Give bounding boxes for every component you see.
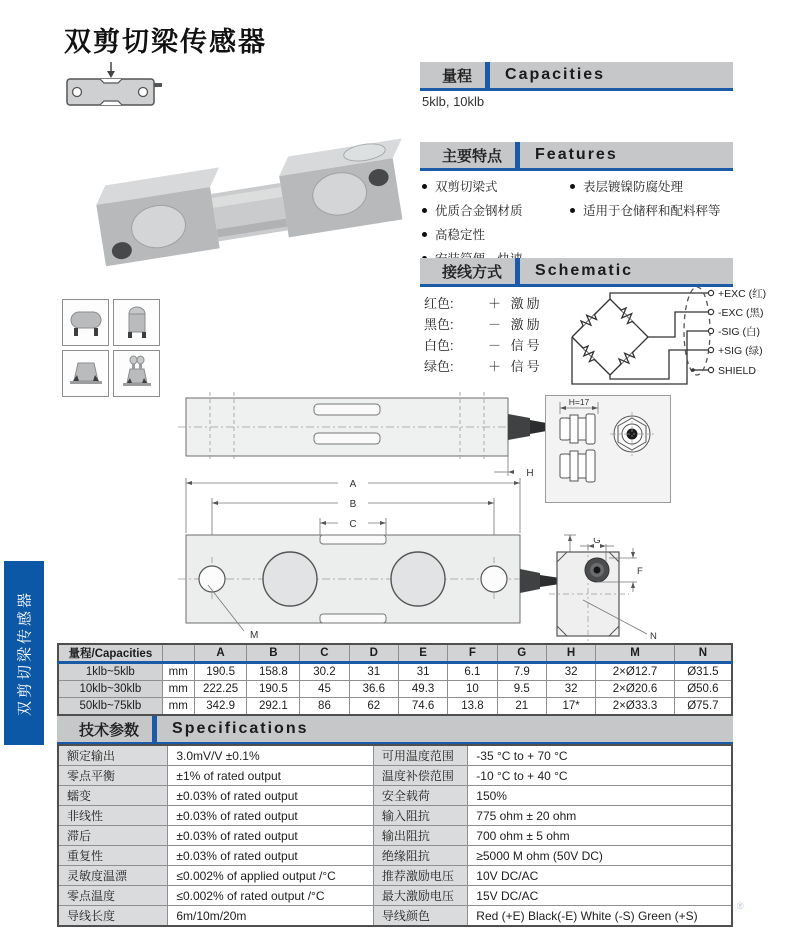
- wire-color: 黑色:: [424, 317, 454, 332]
- spec-label: 灵敏度温漂: [58, 866, 168, 886]
- spec-value: ≤0.002% of rated output /°C: [168, 886, 374, 906]
- spec-value: ±1% of rated output: [168, 766, 374, 786]
- dims-header-row: [58, 644, 732, 663]
- features-right-column: [570, 174, 721, 270]
- dims-header-letter: H: [546, 644, 595, 663]
- specs-zh-label: 技术参数: [79, 721, 140, 739]
- app-thumb-horizontal-tank: [62, 299, 109, 346]
- spec-label: 导线长度: [58, 906, 168, 927]
- feature-item: [422, 222, 562, 246]
- app-thumb-hopper: [62, 350, 109, 397]
- dims-value: 342.9: [194, 698, 247, 716]
- wire-row: [424, 334, 543, 355]
- wheatstone-bridge-diagram: [535, 283, 790, 398]
- wire-row: [424, 355, 543, 376]
- spec-row: [58, 846, 732, 866]
- feature-item: [422, 174, 562, 198]
- spec-label: 导线颜色: [373, 906, 467, 927]
- spec-label: 安全载荷: [373, 786, 467, 806]
- spec-label: 零点温度: [58, 886, 168, 906]
- feature-text: 高稳定性: [435, 228, 486, 242]
- spec-value: ≥5000 M ohm (50V DC): [468, 846, 732, 866]
- features-list: [422, 174, 734, 270]
- spec-label: 推荐激励电压: [373, 866, 467, 886]
- dims-value: 2×Ø20.6: [596, 681, 675, 698]
- feature-item: [570, 198, 721, 222]
- wire-row: [424, 292, 543, 313]
- bullet-icon: [570, 208, 575, 213]
- spec-value: 775 ohm ± 20 ohm: [468, 806, 732, 826]
- application-thumbnails: [62, 299, 162, 397]
- feature-item: [422, 198, 562, 222]
- dims-value: 9.5: [497, 681, 546, 698]
- spec-label: 输入阻抗: [373, 806, 467, 826]
- sidebar-category-label: 双剪切梁传感器: [16, 589, 34, 717]
- spec-label: 绝缘阻抗: [373, 846, 467, 866]
- dims-value: 190.5: [247, 681, 300, 698]
- dims-value: 2×Ø33.3: [596, 698, 675, 716]
- spec-label: 额定输出: [58, 745, 168, 766]
- dim-label-a: A: [349, 479, 357, 490]
- dims-row: [58, 681, 732, 698]
- feature-text: 优质合金钢材质: [435, 204, 523, 218]
- spec-value: 6m/10m/20m: [168, 906, 374, 927]
- spec-value: 10V DC/AC: [468, 866, 732, 886]
- dims-range: 1klb~5klb: [58, 663, 162, 681]
- spec-label: 重复性: [58, 846, 168, 866]
- spec-label: 可用温度范围: [373, 745, 467, 766]
- spec-row: [58, 906, 732, 927]
- dims-value: 31: [349, 663, 398, 681]
- spec-value: ≤0.002% of applied output /°C: [168, 866, 374, 886]
- dims-header-letter: C: [300, 644, 349, 663]
- dims-value: 49.3: [398, 681, 447, 698]
- spec-row: [58, 806, 732, 826]
- dims-value: 2×Ø12.7: [596, 663, 675, 681]
- feature-item: [570, 174, 721, 198]
- terminal-sig-plus: +SIG (绿): [718, 345, 763, 357]
- spec-value: 15V DC/AC: [468, 886, 732, 906]
- dims-header-letter: D: [349, 644, 398, 663]
- dims-range: 10klb~30klb: [58, 681, 162, 698]
- dims-header-capacities: 量程/Capacities: [58, 644, 162, 663]
- specs-en-label: Specifications: [172, 720, 309, 737]
- dims-value: 32: [546, 663, 595, 681]
- bullet-icon: [570, 184, 575, 189]
- wire-function: － 信号: [488, 338, 543, 353]
- spec-label: 蠕变: [58, 786, 168, 806]
- specifications-table: [57, 744, 733, 927]
- dims-range: 50klb~75klb: [58, 698, 162, 716]
- page-title: 双剪切梁传感器: [64, 27, 267, 57]
- capacities-en-label: Capacities: [505, 66, 606, 83]
- dims-value: 222.25: [194, 681, 247, 698]
- end-view-drawing: [545, 538, 685, 649]
- dims-header-letter: G: [497, 644, 546, 663]
- brand-mark: ®: [737, 901, 745, 911]
- dims-unit: mm: [162, 698, 194, 716]
- dim-label-c: C: [349, 519, 357, 530]
- dims-header-letter: M: [596, 644, 675, 663]
- dims-value: 36.6: [349, 681, 398, 698]
- dimensions-table: [57, 643, 733, 716]
- dims-value: 21: [497, 698, 546, 716]
- dims-header-letter: B: [247, 644, 300, 663]
- schematic-zh-label: 接线方式: [442, 263, 503, 281]
- wire-function: － 激励: [488, 317, 543, 332]
- dims-value: 17*: [546, 698, 595, 716]
- bullet-icon: [422, 184, 427, 189]
- spec-row: [58, 866, 732, 886]
- dims-value: Ø50.6: [674, 681, 732, 698]
- dims-unit: mm: [162, 663, 194, 681]
- spec-value: ±0.03% of rated output: [168, 786, 374, 806]
- product-photo: [78, 108, 423, 298]
- dims-value: 6.1: [448, 663, 497, 681]
- bullet-icon: [422, 232, 427, 237]
- spec-value: -35 °C to + 70 °C: [468, 745, 732, 766]
- features-left-column: [422, 174, 562, 270]
- capacities-value: 5klb, 10klb: [422, 94, 485, 109]
- sidebar-category-tab: [4, 561, 44, 745]
- feature-text: 双剪切梁式: [435, 180, 498, 194]
- spec-value: ±0.03% of rated output: [168, 826, 374, 846]
- bullet-icon: [422, 208, 427, 213]
- terminal-shield: SHIELD: [718, 365, 756, 377]
- wire-row: [424, 313, 543, 334]
- dims-row: [58, 698, 732, 716]
- dim-label-b: B: [349, 499, 357, 510]
- dims-value: 31: [398, 663, 447, 681]
- features-en-label: Features: [535, 146, 618, 163]
- dims-header-letter: E: [398, 644, 447, 663]
- spec-label: 最大激励电压: [373, 886, 467, 906]
- spec-row: [58, 766, 732, 786]
- dims-value: 30.2: [300, 663, 349, 681]
- dims-value: 190.5: [194, 663, 247, 681]
- wire-function: ＋ 激励: [488, 296, 543, 311]
- spec-label: 零点平衡: [58, 766, 168, 786]
- dim-label-h17: H=17: [568, 397, 590, 407]
- dims-header-letter: A: [194, 644, 247, 663]
- dims-value: 10: [448, 681, 497, 698]
- dims-header-unit: [162, 644, 194, 663]
- dims-row: [58, 663, 732, 681]
- wire-function: ＋ 信号: [488, 359, 543, 374]
- dim-label-g: G: [593, 538, 601, 546]
- top-view-drawing: [178, 473, 582, 648]
- dims-value: 32: [546, 681, 595, 698]
- dims-value: 62: [349, 698, 398, 716]
- spec-row: [58, 745, 732, 766]
- spec-value: ±0.03% of rated output: [168, 806, 374, 826]
- spec-label: 非线性: [58, 806, 168, 826]
- spec-label: 输出阻抗: [373, 826, 467, 846]
- dim-label-h: H: [526, 468, 534, 479]
- spec-value: 700 ohm ± 5 ohm: [468, 826, 732, 846]
- dims-value: 45: [300, 681, 349, 698]
- section-header-specifications: [57, 716, 733, 745]
- dims-value: 13.8: [448, 698, 497, 716]
- terminal-exc-plus: +EXC (红): [718, 288, 767, 300]
- spec-row: [58, 826, 732, 846]
- spec-value: 150%: [468, 786, 732, 806]
- spec-row: [58, 886, 732, 906]
- spec-value: ±0.03% of rated output: [168, 846, 374, 866]
- spec-label: 温度补偿范围: [373, 766, 467, 786]
- wire-color: 白色:: [424, 338, 454, 353]
- spec-value: -10 °C to + 40 °C: [468, 766, 732, 786]
- spec-value: 3.0mV/V ±0.1%: [168, 745, 374, 766]
- dims-unit: mm: [162, 681, 194, 698]
- dim-label-m: M: [250, 630, 259, 641]
- app-thumb-mixer: [113, 350, 160, 397]
- dim-label-n: N: [650, 631, 657, 642]
- spec-row: [58, 786, 732, 806]
- feature-text: 适用于仓储秤和配料秤等: [583, 204, 721, 218]
- features-zh-label: 主要特点: [442, 147, 503, 165]
- dims-value: Ø31.5: [674, 663, 732, 681]
- schematic-en-label: Schematic: [535, 262, 634, 279]
- wire-color: 红色:: [424, 296, 454, 311]
- dims-value: 74.6: [398, 698, 447, 716]
- dims-value: 86: [300, 698, 349, 716]
- terminal-sig-minus: -SIG (白): [718, 326, 760, 338]
- dims-header-letter: F: [448, 644, 497, 663]
- spec-label: 滞后: [58, 826, 168, 846]
- dims-value: 7.9: [497, 663, 546, 681]
- dims-header-letter: N: [674, 644, 732, 663]
- dims-value: 292.1: [247, 698, 300, 716]
- wire-color-list: [424, 292, 543, 376]
- dims-value: Ø75.7: [674, 698, 732, 716]
- feature-text: 表层镀镍防腐处理: [583, 180, 684, 194]
- section-header-features: [420, 142, 733, 171]
- app-thumb-vertical-tank: [113, 299, 160, 346]
- wire-color: 绿色:: [424, 359, 454, 374]
- dims-value: 158.8: [247, 663, 300, 681]
- spec-value: Red (+E) Black(-E) White (-S) Green (+S): [468, 906, 732, 927]
- section-header-capacities: [420, 62, 733, 91]
- terminal-exc-minus: -EXC (黑): [718, 307, 764, 319]
- capacities-zh-label: 量程: [442, 67, 473, 85]
- dim-label-f: F: [637, 566, 643, 577]
